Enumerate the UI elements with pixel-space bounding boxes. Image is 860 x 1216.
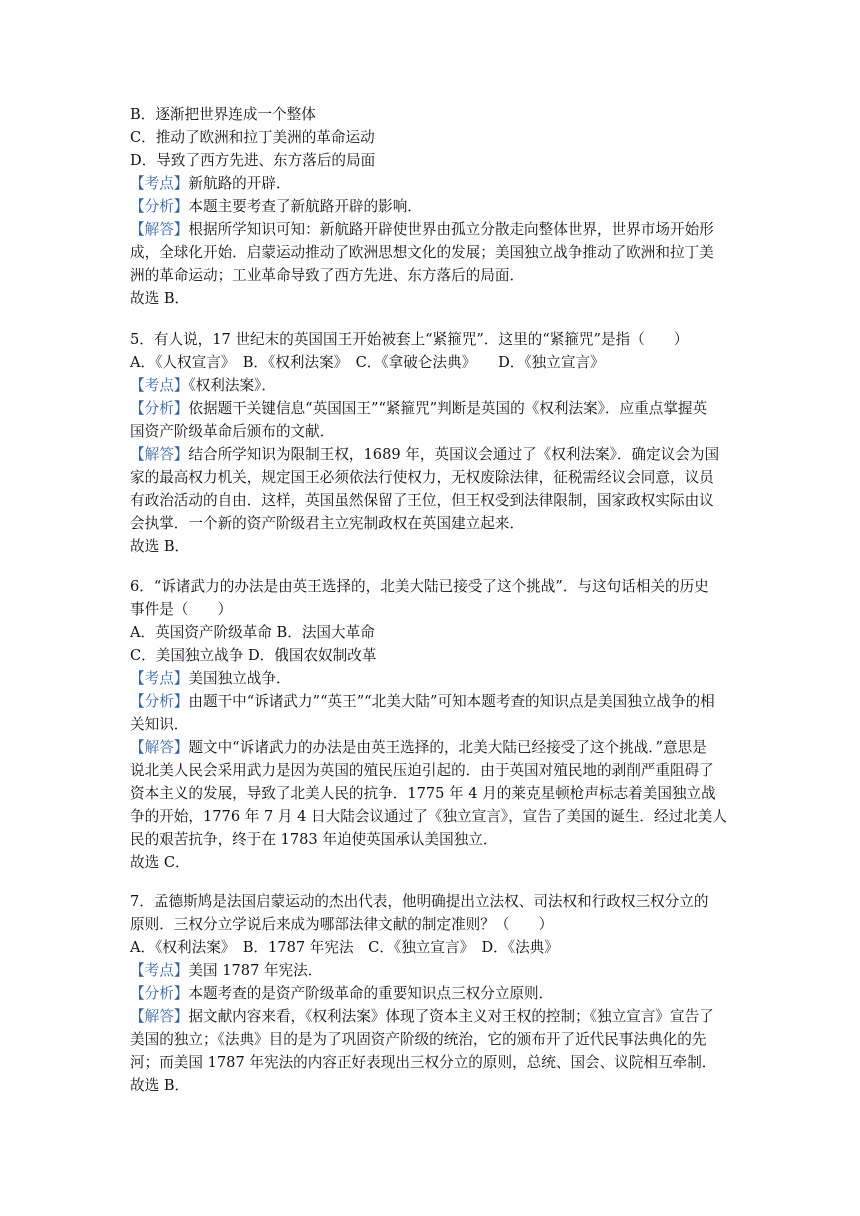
kaodian-label: 【考点】 [130,175,189,192]
fenxi-text: 国资产阶级革命后颁布的文献． [130,423,335,440]
fenxi-text: 本题考查的是资产阶级革命的重要知识点三权分立原则． [188,985,554,1002]
jieda-line [130,736,740,759]
question-6-block [130,575,740,874]
answer: 故选 C． [130,854,190,871]
jieda-label: 【解答】 [130,446,189,463]
jieda-line [130,443,740,466]
options-line: A．《权利法案》 B．1787 年宪法 C．《独立宣言》 D．《法典》 [130,939,559,956]
jieda-text: 河；而美国 1787 年宪法的内容正好表现出三权分立的原则，总统、国会、议院相互牵制． [130,1054,717,1071]
jieda-line [130,218,740,241]
jieda-label: 【解答】 [130,221,189,238]
question-5-block [130,328,740,558]
kaodian-text: 美国 1787 年宪法． [188,962,323,979]
kaodian-text: 新航路的开辟． [188,175,291,192]
kaodian-line [130,172,740,195]
option-b: B．逐渐把世界连成一个整体 [130,106,316,123]
options-line: A．英国资产阶级革命 B．法国大革命 [130,624,375,641]
kaodian-line [130,667,740,690]
question-stem: 7．孟德斯鸠是法国启蒙运动的杰出代表，他明确提出立法权、司法权和行政权三权分立的 [130,893,709,910]
question-stem: 事件是（ ） [130,601,233,618]
jieda-text: 洲的革命运动；工业革命导致了西方先进、东方落后的局面． [130,267,525,284]
fenxi-line [130,690,740,713]
fenxi-label: 【分析】 [130,198,189,215]
jieda-text: 美国的独立；《法典》目的是为了巩固资产阶级的统治，它的颁布开了近代民事法典化的先 [130,1031,707,1048]
jieda-text: 有政治活动的自由．这样，英国虽然保留了王位，但王权受到法律限制，国家政权实际由议 [130,492,714,509]
jieda-label: 【解答】 [130,739,189,756]
jieda-text: 资本主义的发展，导致了北美人民的抗争．1775 年 4 月的莱克星顿枪声标志着美国独立战 [130,785,716,802]
question-stem: 5．有人说，17 世纪末的英国国王开始被套上“紧箍咒”．这里的“紧箍咒”是指（ ） [130,331,689,348]
kaodian-label: 【考点】 [130,377,189,394]
question-7-block [130,890,740,1097]
question-stem: 6．“诉诸武力的办法是由英王选择的，北美大陆已接受了这个挑战”．与这句话相关的历史 [130,578,709,595]
question-stem: 原则．三权分立学说后来成为哪部法律文献的制定准则？（ ） [130,916,554,933]
fenxi-label: 【分析】 [130,693,189,710]
fenxi-label: 【分析】 [130,985,189,1002]
kaodian-text: 《权利法案》． [188,377,276,394]
kaodian-line [130,959,740,982]
fenxi-text: 由题干中“诉诸武力”“英王”“北美大陆”可知本题考查的知识点是美国独立战争的相 [188,693,715,710]
fenxi-line [130,195,740,218]
jieda-line [130,1005,740,1028]
jieda-text: 根据所学知识可知：新航路开辟使世界由孤立分散走向整体世界，世界市场开始形 [188,221,714,238]
fenxi-text: 关知识． [130,716,189,733]
fenxi-text: 本题主要考查了新航路开辟的影响． [188,198,422,215]
jieda-text: 题文中“诉诸武力的办法是由英王选择的，北美大陆已经接受了这个挑战．”意思是 [188,739,707,756]
kaodian-text: 美国独立战争． [188,670,291,687]
option-d: D．导致了西方先进、东方落后的局面 [130,152,376,169]
kaodian-label: 【考点】 [130,962,189,979]
options-line: C．美国独立战争 D．俄国农奴制改革 [130,647,377,664]
option-c: C．推动了欧洲和拉丁美洲的革命运动 [130,129,375,146]
jieda-text: 成，全球化开始．启蒙运动推动了欧洲思想文化的发展；美国独立战争推动了欧洲和拉丁美 [130,244,714,261]
answer: 故选 B． [130,538,190,555]
answer: 故选 B． [130,1077,190,1094]
kaodian-line [130,374,740,397]
jieda-text: 说北美人民会采用武力是因为英国的殖民压迫引起的．由于英国对殖民地的剥削严重阻碍了 [130,762,714,779]
jieda-text: 争的开始，1776 年 7 月 4 日大陆会议通过了《独立宣言》，宣告了美国的诞生．经过北美人 [130,808,727,825]
kaodian-label: 【考点】 [130,670,189,687]
options-line: A．《人权宣言》 B．《权利法案》 C．《拿破仑法典》 D．《独立宣言》 [130,354,605,371]
answer: 故选 B． [130,290,190,307]
jieda-text: 据文献内容来看，《权利法案》体现了资本主义对王权的控制；《独立宣言》宣告了 [188,1008,714,1025]
fenxi-text: 依据题干关键信息“英国国王”“紧箍咒”判断是英国的《权利法案》．应重点掌握英 [188,400,708,417]
jieda-text: 结合所学知识为限制王权，1689 年，英国议会通过了《权利法案》．确定议会为国 [188,446,720,463]
jieda-text: 家的最高权力机关，规定国王必须依法行使权力，无权废除法律，征税需经议会同意，议员 [130,469,714,486]
jieda-text: 民的艰苦抗争，终于在 1783 年迫使英国承认美国独立． [130,831,498,848]
question-4-block [130,103,740,310]
jieda-text: 会执掌．一个新的资产阶级君主立宪制政权在英国建立起来． [130,515,525,532]
fenxi-label: 【分析】 [130,400,189,417]
fenxi-line [130,397,740,420]
jieda-label: 【解答】 [130,1008,189,1025]
fenxi-line [130,982,740,1005]
